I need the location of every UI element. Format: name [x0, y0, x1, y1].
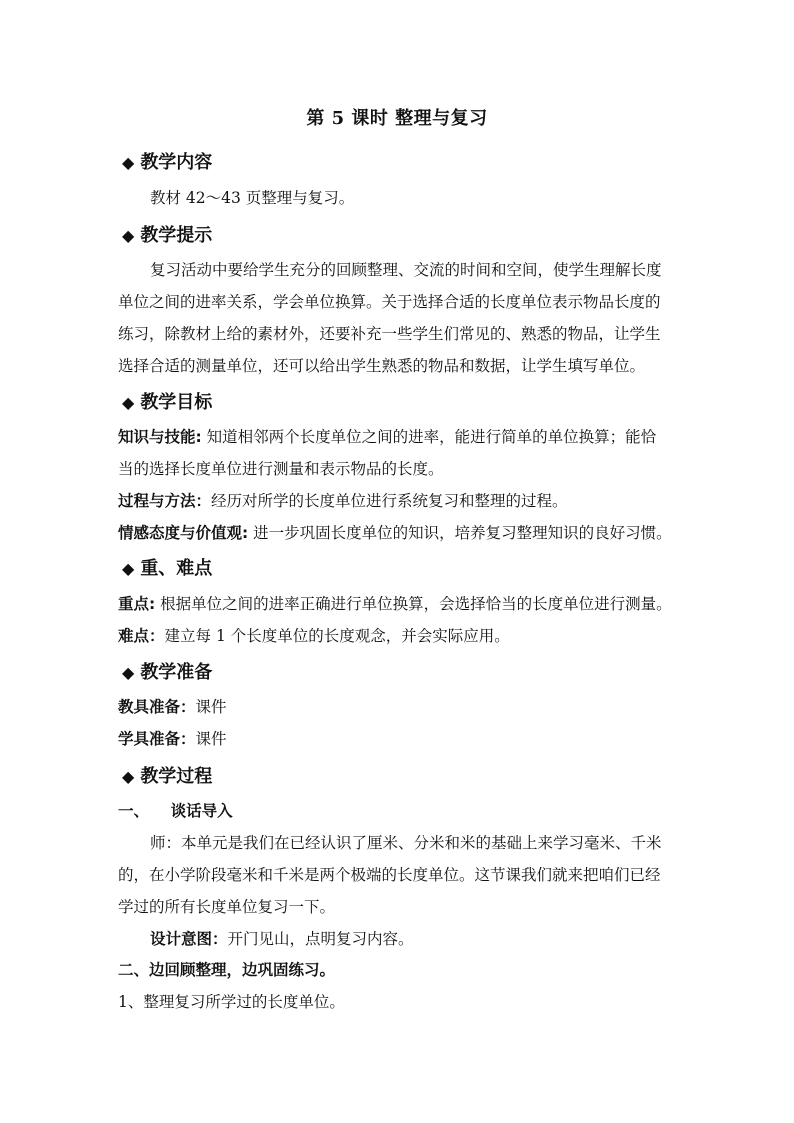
difficult-point [118, 624, 678, 646]
section-heading-label: 重、难点 [140, 558, 213, 579]
section-heading-content [122, 148, 212, 174]
key-point [118, 592, 678, 614]
goal-label: 过程与方法： [118, 492, 212, 510]
section-heading-label: 教学过程 [140, 766, 213, 787]
difficult-label: 难点： [118, 627, 165, 645]
prep-text: 课件 [195, 730, 227, 748]
key-label: 重点: [118, 595, 156, 613]
section-heading-prep [122, 658, 212, 684]
prep-label: 教具准备： [118, 698, 196, 716]
prep-label: 学具准备： [118, 730, 196, 748]
difficult-text: 建立每 1 个长度单位的长度观念，并会实际应用。 [164, 627, 510, 645]
key-text: 根据单位之间的进率正确进行单位换算，会选择恰当的长度单位进行测量。 [155, 595, 672, 613]
goal-attitude [118, 521, 678, 543]
lesson-title: 第 5 课时 整理与复习 [306, 108, 488, 129]
goal-text: 经历对所学的长度单位进行系统复习和整理的过程。 [211, 492, 568, 510]
tips-line: 单位之间的进率关系，学会单位换算。关于选择合适的长度单位表示物品长度的 [118, 293, 661, 311]
process-step-2-item: 1、整理复习所学过的长度单位。 [118, 993, 345, 1011]
goal-label: 知识与技能: [118, 428, 202, 446]
process-line: 学过的所有长度单位复习一下。 [118, 898, 336, 916]
section-heading-label: 教学准备 [140, 662, 213, 683]
process-line: 的，在小学阶段毫米和千米是两个极端的长度单位。这节课我们就来把咱们已经 [118, 866, 661, 884]
section-heading-label: 教学目标 [140, 392, 213, 413]
section-heading-tips [122, 221, 212, 247]
prep-text: 课件 [195, 698, 227, 716]
process-line: 师：本单元是我们在已经认识了厘米、分米和米的基础上来学习毫米、千米 [150, 834, 662, 852]
goal-label: 情感态度与价值观: [118, 524, 249, 542]
process-step-2-heading: 二、边回顾整理，边巩固练习。 [118, 961, 336, 979]
teacher-prep [118, 695, 678, 717]
tips-line: 选择合适的测量单位，还可以给出学生熟悉的物品和数据，让学生填写单位。 [118, 357, 646, 375]
diamond-icon: ◆ [122, 559, 135, 578]
process-step-1-heading: 一、 谈话导入 [118, 802, 233, 820]
student-prep [118, 727, 678, 749]
design-label: 设计意图： [150, 930, 228, 948]
goal-process [118, 489, 678, 511]
goal-text: 知道相邻两个长度单位之间的进率，能进行简单的单位换算；能恰 [201, 428, 657, 446]
design-intent [150, 927, 678, 949]
section-heading-process [122, 762, 212, 788]
section-heading-label: 教学内容 [140, 152, 213, 173]
diamond-icon: ◆ [122, 767, 135, 786]
section-heading-keypoints [122, 554, 212, 580]
section-heading-label: 教学提示 [140, 225, 213, 246]
goal-knowledge-cont: 当的选择长度单位进行测量和表示物品的长度。 [118, 460, 444, 478]
tips-line: 复习活动中要给学生充分的回顾整理、交流的时间和空间，使学生理解长度 [150, 261, 662, 279]
diamond-icon: ◆ [122, 663, 135, 682]
goal-knowledge [118, 425, 678, 447]
diamond-icon: ◆ [122, 393, 135, 412]
content-text: 教材 42～43 页整理与复习。 [150, 189, 355, 207]
section-heading-goals [122, 388, 212, 414]
tips-line: 练习，除教材上给的素材外，还要补充一些学生们常见的、熟悉的物品，让学生 [118, 325, 661, 343]
design-text: 开门见山，点明复习内容。 [227, 930, 414, 948]
diamond-icon: ◆ [122, 226, 135, 245]
goal-text: 进一步巩固长度单位的知识，培养复习整理知识的良好习惯。 [248, 524, 672, 542]
diamond-icon: ◆ [122, 153, 135, 172]
